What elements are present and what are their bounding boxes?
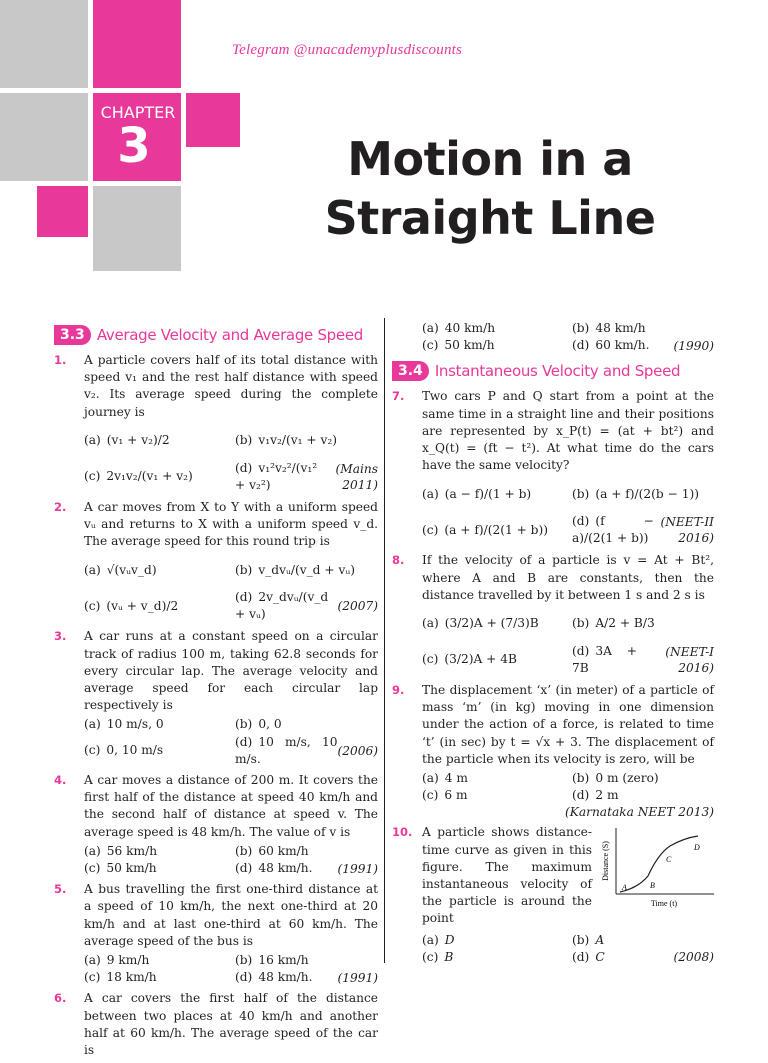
source-tag: (NEET-I 2016) [665, 645, 714, 676]
option-b: (b) v₁v₂/(v₁ + v₂) [235, 423, 378, 459]
source-tag: (1991) [337, 861, 378, 876]
option-value: v₁v₂/(v₁ + v₂) [258, 433, 337, 448]
option-c: (c) (3/2)A + 4B [422, 642, 564, 678]
option-a: (a) (a − f)/(1 + b) [422, 476, 564, 512]
question-text: A car covers the first half of the distance between two places at 40 km/h and another half at 60 km/h. The average speed of the car is [84, 991, 378, 1058]
option-d: (d) 10 m/s, 10 m/s. (2006) [235, 734, 378, 766]
question-9 [392, 682, 714, 820]
option-value: 0, 10 m/s [106, 743, 164, 758]
distance-time-graph [598, 826, 716, 912]
question-text: Two cars P and Q start from a point at the same time in a straight line and their positions are represented by x_P(t) = (at + bt²) and x_Q(t) = (ft − t²). At what time do the cars have the same velocity? [422, 389, 714, 473]
option-value: 56 km/h [106, 843, 158, 858]
graph-xlabel: Time (t) [650, 899, 678, 908]
option-a: (a) 9 km/h [84, 952, 227, 969]
question-number: 2. [54, 499, 67, 514]
option-c: (c) (a + f)/(2(1 + b)) [422, 512, 564, 548]
option-value: D [444, 932, 455, 947]
chapter-number: 3 [117, 118, 151, 174]
option-c: (c) (vᵤ + v_d)/2 [84, 588, 227, 624]
option-b: (b) A [572, 932, 714, 949]
source-tag: (NEET-II 2016) [660, 515, 714, 546]
option-value: A/2 + B/3 [595, 616, 655, 631]
options [84, 552, 378, 624]
option-d: (d) 48 km/h. (1991) [235, 970, 378, 985]
source-tag: (1990) [673, 338, 714, 353]
decor-square-pink [186, 93, 240, 147]
option-value: √(vᵤv_d) [106, 562, 157, 577]
option-value: (f − a)/(2(1 + b)) [572, 514, 654, 546]
option-d: (d) 48 km/h. (1991) [235, 861, 378, 876]
option-d: (d) 2 m [572, 787, 714, 804]
left-column [54, 318, 378, 1063]
option-value: 50 km/h [444, 338, 495, 353]
option-value: B [444, 949, 454, 964]
question-4 [54, 772, 378, 877]
option-value: 48 km/h [595, 321, 646, 335]
section-number: 3.3 [54, 325, 91, 345]
option-value: 6 m [444, 788, 468, 803]
question-number: 9. [392, 683, 405, 698]
option-d: (d) 60 km/h. (1990) [572, 338, 714, 353]
question-7 [392, 388, 714, 548]
option-value: 10 m/s, 10 m/s. [235, 734, 338, 766]
option-value: 2v_dvᵤ/(v_d + vᵤ) [235, 590, 329, 622]
title-line-2: Straight Line [324, 190, 656, 245]
question-10 [392, 824, 592, 927]
point-d-label: D [694, 843, 700, 852]
option-value: 2v₁v₂/(v₁ + v₂) [106, 469, 193, 484]
source-tag: (2008) [673, 950, 714, 965]
options [84, 716, 378, 768]
question-8 [392, 552, 714, 678]
question-text: The displacement ‘x’ (in meter) of a particle of mass ‘m’ (in kg) moving in one dimension under the action of a force, is related to time ‘t’ (in sec) by t = √x + 3. The displacement of the particle when its velocity is zero, will be [422, 683, 714, 766]
option-b: (b) 16 km/h [235, 952, 378, 969]
source-tag: (Mains 2011) [335, 461, 378, 492]
option-value: 4 m [444, 771, 468, 786]
decor-square-grey [93, 186, 181, 271]
option-value: (a − f)/(1 + b) [444, 486, 532, 501]
option-a: (a) 40 km/h [422, 320, 564, 337]
question-3 [54, 628, 378, 768]
options [422, 476, 714, 548]
options [422, 320, 714, 354]
source-tag: (1991) [337, 970, 378, 985]
option-a: (a) D [422, 932, 564, 949]
option-a: (a) 10 m/s, 0 [84, 716, 227, 733]
option-d: (d) C (2008) [572, 949, 714, 965]
question-text: A particle shows distance-time curve as given in this figure. The maximum instantaneous velocity of the particle is around the point [422, 825, 592, 926]
option-value: 9 km/h [106, 953, 150, 968]
telegram-header: Telegram @unacademyplusdiscounts [232, 42, 463, 58]
option-value: 60 km/h [258, 843, 309, 858]
title-line-1: Motion in a [347, 132, 633, 186]
option-d: (d) 2v_dvᵤ/(v_d + vᵤ) (2007) [235, 590, 378, 622]
options [422, 606, 714, 678]
option-a: (a) (v₁ + v₂)/2 [84, 423, 227, 459]
decor-square-grey [0, 93, 88, 181]
option-value: (3/2)A + 4B [444, 652, 517, 667]
option-c: (c) 18 km/h [84, 969, 227, 986]
question-text: A bus travelling the first one-third distance at a speed of 10 km/h, the next one-third at 20 km/h and at last one-third at 60 km/h. The average speed of the bus is [84, 882, 378, 948]
option-value: 10 m/s, 0 [106, 717, 164, 732]
options [84, 952, 378, 986]
option-value: (a + f)/(2(b − 1)) [595, 486, 699, 501]
option-c: (c) 50 km/h [422, 337, 564, 354]
question-number: 7. [392, 389, 405, 404]
source-tag: (2006) [337, 743, 378, 758]
distance-curve [620, 836, 698, 892]
section-number: 3.4 [392, 361, 429, 381]
option-value: 48 km/h. [258, 970, 313, 985]
option-value: (3/2)A + (7/3)B [444, 616, 539, 631]
section-heading [54, 324, 378, 346]
option-c: (c) 0, 10 m/s [84, 734, 227, 768]
decor-square-pink [37, 186, 88, 237]
option-value: 16 km/h [258, 953, 309, 968]
option-value: C [595, 949, 605, 964]
chapter-label: CHAPTER [100, 103, 176, 122]
option-value: 50 km/h [106, 861, 157, 876]
option-b: (b) 48 km/h [572, 320, 714, 337]
question-1 [54, 352, 378, 495]
option-c: (c) 6 m [422, 787, 564, 804]
option-value: v₁²v₂²/(v₁² + v₂²) [235, 460, 318, 492]
graph-ylabel: Distance (S) [601, 841, 610, 881]
option-value: 0, 0 [258, 717, 282, 732]
option-value: 3A + 7B [572, 643, 637, 676]
option-value: 0 m (zero) [595, 771, 659, 786]
question-number: 10. [392, 825, 413, 840]
question-2 [54, 499, 378, 625]
question-text: A particle covers half of its total distance with speed v₁ and the rest half distance with speed v₂. Its average speed during the complete journey is [84, 353, 378, 419]
column-divider [384, 318, 385, 963]
options [422, 932, 714, 966]
question-6 [54, 990, 378, 1059]
question-number: 3. [54, 629, 67, 644]
section-title: Instantaneous Velocity and Speed [434, 362, 681, 381]
option-value: 48 km/h. [258, 861, 313, 876]
question-text: If the velocity of a particle is v = At + Bt², where A and B are constants, then the distance travelled by it between 1 s and 2 s is [422, 553, 714, 602]
option-a: (a) 4 m [422, 770, 564, 787]
option-value: 40 km/h [444, 321, 496, 335]
option-b: (b) 60 km/h [235, 843, 378, 860]
section-title: Average Velocity and Average Speed [96, 326, 363, 344]
option-c: (c) 50 km/h [84, 860, 227, 877]
option-a: (a) (3/2)A + (7/3)B [422, 606, 564, 642]
question-number: 5. [54, 882, 67, 897]
question-number: 4. [54, 773, 67, 788]
decor-square-grey [0, 0, 88, 88]
options [422, 770, 714, 804]
option-value: v_dvᵤ/(v_d + vᵤ) [258, 562, 355, 577]
option-c: (c) 2v₁v₂/(v₁ + v₂) [84, 459, 227, 495]
option-value: (vᵤ + v_d)/2 [106, 598, 179, 613]
question-number: 6. [54, 991, 67, 1006]
point-c-label: C [666, 855, 672, 864]
option-value: (v₁ + v₂)/2 [106, 433, 170, 448]
option-b: (b) v_dvᵤ/(v_d + vᵤ) [235, 552, 378, 588]
option-b: (b) 0 m (zero) [572, 770, 714, 787]
section-heading [392, 360, 714, 382]
option-value: 18 km/h [106, 970, 157, 985]
option-d: (d) v₁²v₂²/(v₁² + v₂²) (Mains 2011) [235, 460, 378, 492]
point-b-label: B [650, 881, 655, 890]
option-a: (a) √(vᵤv_d) [84, 552, 227, 588]
question-number: 8. [392, 553, 405, 568]
options [84, 423, 378, 495]
source-tag: (2007) [337, 599, 378, 614]
question-text: A car runs at a constant speed on a circular track of radius 100 m, taking 62.8 seconds for every circular lap. The average velocity and average speed for each circular lap respectively is [84, 629, 378, 713]
option-value: 2 m [595, 788, 619, 803]
options [84, 843, 378, 877]
question-6-options [392, 320, 714, 354]
option-value: 60 km/h. [595, 338, 650, 353]
option-a: (a) 56 km/h [84, 843, 227, 860]
option-value: (a + f)/(2(1 + b)) [444, 522, 548, 537]
option-b: (b) A/2 + B/3 [572, 606, 714, 642]
question-5 [54, 881, 378, 986]
question-text: A car moves a distance of 200 m. It covers the first half of the distance at speed 40 km/h and the second half of distance at speed v. The average speed is 48 km/h. The value of v is [84, 773, 378, 839]
option-d: (d) 3A + 7B (NEET-I 2016) [572, 643, 714, 676]
option-b: (b) (a + f)/(2(b − 1)) [572, 476, 714, 512]
option-d: (d) (f − a)/(2(1 + b)) (NEET-II 2016) [572, 514, 714, 546]
option-value: A [595, 932, 605, 947]
decor-square-pink [93, 0, 181, 88]
source-tag: (Karnataka NEET 2013) [565, 805, 714, 820]
page-title [300, 130, 680, 248]
question-number: 1. [54, 353, 67, 367]
point-a-label: A [622, 883, 627, 892]
option-c: (c) B [422, 949, 564, 966]
option-b: (b) 0, 0 [235, 716, 378, 733]
question-text: A car moves from X to Y with a uniform speed vᵤ and returns to X with a uniform speed v_d. The average speed for this round trip is [84, 499, 378, 549]
question-10-options [392, 932, 714, 966]
